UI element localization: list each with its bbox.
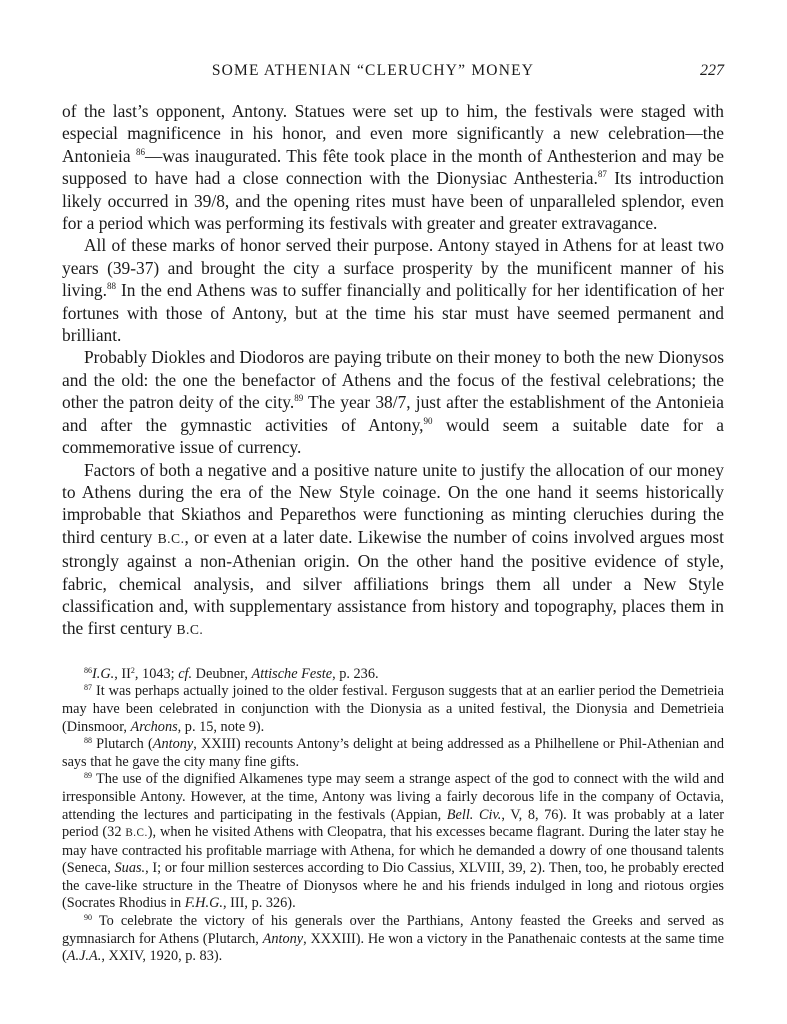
footnote-number: 86 xyxy=(84,665,92,675)
footnote-86: $^{86}$I.G., $II^2$, 1043; cf. Deubner, Attische Feste, p. 236. xyxy=(84,665,379,682)
footnote-88: $^{88}$ Plutarch (Antony, XXIII) recounts Antony’s delight at being addressed as a Philhellene or Phil-Athenian and says that he gave the city many fine gifts. xyxy=(62,736,724,770)
footnote-87: $^{87}$ It was perhaps actually joined to the older festival. Ferguson suggests that at an earlier period the Demetrieia may have been celebrated in conjunction with the Dionysia as a united festival, the Dionysia and Demetrieia (Dinsmoor, Archons, p. 15, note 9). xyxy=(62,683,724,735)
paragraph-4: Factors of both a negative and a positive nature unite to justify the allocation of our money to Athens during the era of the New Style coinage. On the one hand it seems historically improbable that Skiathos and Peparethos were functioning as minting cleruchies during the third century B.C., or even at a later date. Likewise the number of coins involved argues most strongly against a non-Athenian origin. On the other hand the positive evidence of style, fabric, chemical analysis, and silver affiliations brings them all under a New Style classification and, with supplementary assistance from history and topography, places them in the first century B.C. xyxy=(62,459,724,639)
footnote-number: 89 xyxy=(84,771,92,781)
footnote-ref-89[interactable]: 89 xyxy=(294,393,304,404)
footnote-90: $^{90}$ To celebrate the victory of his generals over the Parthians, Antony feasted the Greeks and served as gymnasiarch for Athens (Plutarch, Antony, XXXIII). He won a victory in the Panathenaic contests at the same time (A.J.A., XXIV, 1920, p. 83). xyxy=(62,913,724,965)
era-abbrev: B.C. xyxy=(157,530,185,546)
footnote-number: 90 xyxy=(84,913,92,923)
paragraph-2: All of these marks of honor served their purpose. Antony stayed in Athens for at least two years (39-37) and brought the city a surface prosperity by the munificent manner of his living.$^{88}$ In the end Athens was to suffer financially and politically for her identification of her fortunes with those of Antony, but at the time his star must have seemed permanent and brilliant. xyxy=(62,235,724,346)
footnote-ref-88[interactable]: 88 xyxy=(106,281,116,292)
footnote-89: $^{89}$ The use of the dignified Alkamenes type may seem a strange aspect of the god to connect with the wild and irresponsible Antony. However, at the time, Antony was living a fairly decorous life in the company of Octavia, attending the lectures and participating in the festivals (Appian, Bell. Civ., V, 8, 76). It was probably at a later period (32 B.C.), when he visited Athens with Cleopatra, that his excesses became flagrant. During the later stay he may have contracted his profitable marriage with Athena, for which he demanded a dowry of one thousand talents (Seneca, Suas., I; or four million sesterces according to Dio Cassius, XLVIII, 39, 2). Then, too, he probably erected the cave-like structure in the Theatre of Dionysos where he and his friends indulged in long and riotous orgies (Socrates Rhodius in F.H.G., III, p. 326). xyxy=(62,771,724,912)
page-number: 227 xyxy=(700,62,724,79)
paragraph-3: Probably Diokles and Diodoros are paying tribute on their money to both the new Dionysos and the old: the one the benefactor of Athens and the focus of the festival celebrations; the other the patron deity of the city.$^{89}$ The year 38/7, just after the establishment of the Antonieia and after the gymnastic activities of Antony,$^{90}$ would seem a suitable date for a commemorative issue of currency. xyxy=(62,347,725,458)
page xyxy=(62,62,724,966)
running-title: SOME ATHENIAN “CLERUCHY” MONEY xyxy=(211,62,535,79)
paragraph-1: of the last’s opponent, Antony. Statues were set up to him, the festivals were staged with especial magnificence in his honor, and even more significantly a new celebration—the Antonieia $^{86}$—was inaugurated. This fête took place in the month of Anthesterion and may be supposed to have had a close connection with the Dionysiac Anthesteria.$^{87}$ Its introduction likely occurred in 39/8, and the opening rites must have been of unparalleled splendor, even for a period which was performing its festivals with greater and greater extravagance. xyxy=(62,101,724,234)
running-head xyxy=(62,62,724,86)
footnote-ref-90[interactable]: 90 xyxy=(423,415,433,426)
footnote-ref-86[interactable]: 86 xyxy=(135,146,145,157)
footnote-ref-87[interactable]: 87 xyxy=(597,169,607,180)
era-abbrev: B.C. xyxy=(176,622,204,638)
main-text xyxy=(62,100,724,642)
footnote-number: 87 xyxy=(84,683,92,693)
footnote-number: 88 xyxy=(84,736,92,746)
footnotes xyxy=(62,666,724,966)
